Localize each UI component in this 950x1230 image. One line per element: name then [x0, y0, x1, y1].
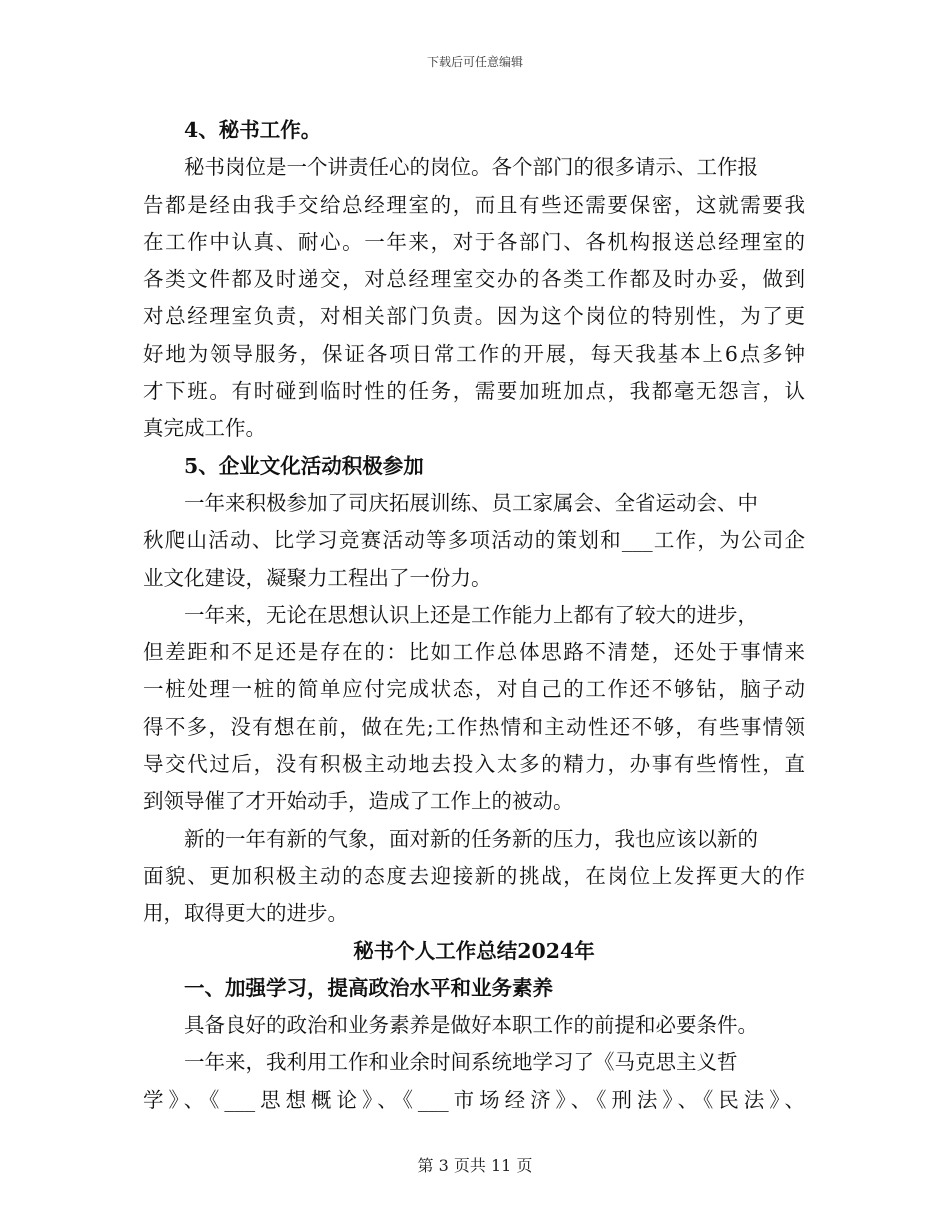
- paragraph-line: 导交代过后，没有积极主动地去投入太多的精力，办事有些惰性，直: [143, 752, 805, 777]
- paragraph-line: 面貌、更加积极主动的态度去迎接新的挑战，在岗位上发挥更大的作: [143, 863, 805, 888]
- paragraph-last-line: 业文化建设，凝聚力工程出了一份力。: [143, 565, 492, 590]
- paragraph-line: 好地为领导服务，保证各项日常工作的开展，每天我基本上6点多钟: [143, 341, 805, 366]
- page-footer: 第 3 页共 11 页: [417, 1156, 533, 1175]
- paragraph-line: 各类文件都及时递交，对总经理室交办的各类工作都及时办妥，做到: [143, 267, 805, 292]
- paragraph-line: 但差距和不足还是存在的：比如工作总体思路不清楚，还处于事情来: [143, 640, 805, 665]
- paragraph-last-line: 用，取得更大的进步。: [143, 901, 348, 926]
- paragraph-first-line: 一年来，我利用工作和业余时间系统地学习了《马克思主义哲: [184, 1050, 738, 1075]
- section-heading: 4、秘书工作。: [184, 118, 322, 142]
- paragraph-line: 对总经理室负责，对相关部门负责。因为这个岗位的特别性，为了更: [143, 304, 805, 329]
- paragraph-line: 学》、《___思想概论》、《___市场经济》、《刑法》、《民法》、: [143, 1087, 805, 1112]
- paragraph-line: 告都是经由我手交给总经理室的，而且有些还需要保密，这就需要我: [143, 192, 805, 217]
- document-body: [143, 112, 805, 1119]
- section-heading: 5、企业文化活动积极参加: [184, 453, 424, 478]
- paragraph-first-line: 具备良好的政治和业务素养是做好本职工作的前提和必要条件。: [184, 1013, 758, 1038]
- paragraph-first-line: 新的一年有新的气象，面对新的任务新的压力，我也应该以新的: [184, 826, 758, 851]
- paragraph-first-line: 一年来积极参加了司庆拓展训练、员工家属会、全省运动会、中: [184, 490, 758, 515]
- paragraph-last-line: 真完成工作。: [143, 416, 266, 441]
- paragraph-last-line: 到领导催了才开始动手，造成了工作上的被动。: [143, 789, 574, 814]
- paragraph-line: 一桩处理一桩的简单应付完成状态，对自己的工作还不够钻，脑子动: [143, 677, 805, 702]
- document-title: 秘书个人工作总结2024年: [353, 938, 595, 963]
- paragraph-line: 得不多，没有想在前，做在先;工作热情和主动性还不够，有些事情领: [143, 714, 805, 739]
- section-heading: 一、加强学习，提高政治水平和业务素养: [184, 975, 553, 1000]
- page-header-note: 下载后可任意编辑: [426, 55, 523, 69]
- paragraph-first-line: 秘书岗位是一个讲责任心的岗位。各个部门的很多请示、工作报: [184, 155, 758, 180]
- paragraph-line: 才下班。有时碰到临时性的任务，需要加班加点，我都毫无怨言，认: [143, 379, 805, 404]
- paragraph-line: 在工作中认真、耐心。一年来，对于各部门、各机构报送总经理室的: [143, 229, 805, 254]
- paragraph-line: 秋爬山活动、比学习竞赛活动等多项活动的策划和___工作，为公司企: [143, 528, 805, 553]
- paragraph-first-line: 一年来，无论在思想认识上还是工作能力上都有了较大的进步，: [184, 602, 758, 627]
